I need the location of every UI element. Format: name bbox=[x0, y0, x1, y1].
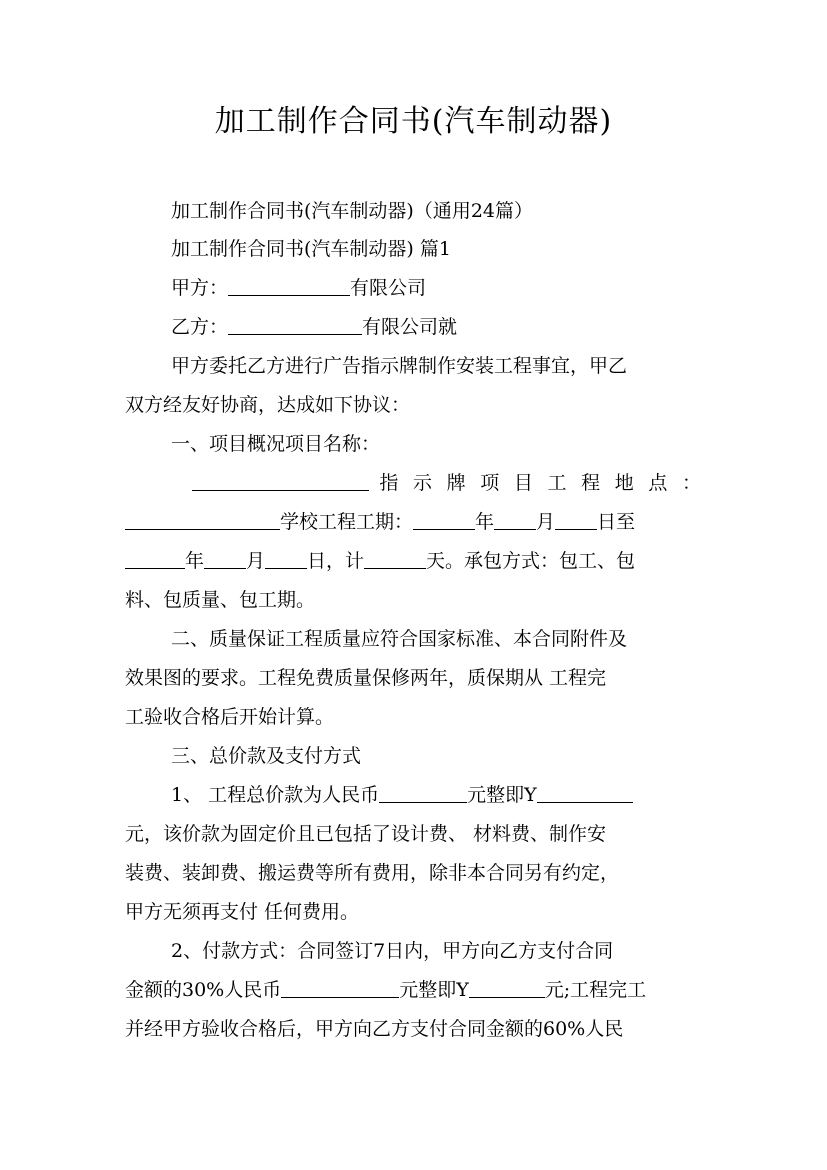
party-b-suffix: 有限公司就 bbox=[362, 316, 458, 338]
total-price-label: 1、 工程总价款为人民币 bbox=[171, 784, 380, 806]
contract-mode-text: 天。承包方式：包工、包 bbox=[426, 550, 636, 572]
day-label: 日至 bbox=[597, 511, 636, 533]
total-price-line bbox=[171, 776, 701, 814]
fill-blank bbox=[125, 509, 280, 530]
month-label: 月 bbox=[246, 550, 266, 572]
fill-blank bbox=[228, 275, 350, 296]
schedule-label: 学校工程工期： bbox=[280, 511, 414, 533]
party-b-line bbox=[171, 308, 701, 346]
party-b-label: 乙方： bbox=[171, 316, 229, 338]
paragraph-line: 一、项目概况项目名称： bbox=[171, 433, 381, 455]
schedule-line-2 bbox=[125, 542, 701, 580]
completion-text: 元;工程完工 bbox=[544, 979, 647, 1001]
party-a-suffix: 有限公司 bbox=[350, 277, 427, 299]
paragraph-line: 2、付款方式：合同签订7日内，甲方向乙方支付合同 bbox=[171, 940, 614, 962]
project-location-label: 指 示 牌 项 目 工 程 地 点 ： bbox=[379, 472, 701, 494]
fill-blank bbox=[494, 509, 536, 530]
fill-blank bbox=[204, 548, 246, 569]
fill-blank bbox=[281, 977, 399, 998]
paragraph-line: 并经甲方验收合格后，甲方向乙方支付合同金额的60%人民 bbox=[125, 1018, 624, 1040]
year-label: 年 bbox=[475, 511, 495, 533]
party-a-label: 甲方： bbox=[171, 277, 229, 299]
yuan-label: 元整即Y bbox=[399, 979, 469, 1001]
paragraph-line: 元，该价款为固定价且已包括了设计费、 材料费、制作安 bbox=[125, 823, 607, 845]
year-label: 年 bbox=[185, 550, 205, 572]
fill-blank bbox=[469, 977, 545, 998]
yuan-label: 元整即Y bbox=[467, 784, 537, 806]
section-heading: 三、总价款及支付方式 bbox=[171, 745, 362, 767]
fill-blank bbox=[364, 548, 426, 569]
paragraph-line: 加工制作合同书(汽车制动器) 篇1 bbox=[171, 238, 451, 260]
paragraph-line: 效果图的要求。工程免费质量保修两年，质保期从 工程完 bbox=[125, 667, 607, 689]
fill-blank bbox=[555, 509, 597, 530]
paragraph-line: 装费、装卸费、搬运费等所有费用，除非本合同另有约定， bbox=[125, 862, 620, 884]
payment-label: 金额的30%人民币 bbox=[125, 979, 282, 1001]
fill-blank bbox=[379, 782, 467, 803]
document-title: 加工制作合同书(汽车制动器) bbox=[214, 104, 613, 139]
day-label: 日，计 bbox=[307, 550, 365, 572]
month-label: 月 bbox=[536, 511, 556, 533]
fill-blank bbox=[192, 470, 369, 491]
fill-blank bbox=[228, 314, 362, 335]
payment-line bbox=[125, 971, 701, 1009]
fill-blank bbox=[537, 782, 633, 803]
paragraph-line: 加工制作合同书(汽车制动器)（通用24篇） bbox=[171, 200, 534, 222]
fill-blank bbox=[413, 509, 475, 530]
fill-blank bbox=[265, 548, 307, 569]
party-a-line bbox=[171, 269, 701, 307]
schedule-line bbox=[125, 503, 701, 541]
paragraph-line: 双方经友好协商，达成如下协议： bbox=[125, 394, 411, 416]
project-name-line bbox=[192, 464, 701, 502]
paragraph-line: 甲方无须再支付 任何费用。 bbox=[125, 901, 360, 923]
fill-blank bbox=[125, 548, 185, 569]
paragraph-line: 甲方委托乙方进行广告指示牌制作安装工程事宜，甲乙 bbox=[171, 355, 628, 377]
paragraph-line: 二、质量保证工程质量应符合国家标准、本合同附件及 bbox=[171, 628, 628, 650]
paragraph-line: 料、包质量、包工期。 bbox=[125, 589, 316, 611]
paragraph-line: 工验收合格后开始计算。 bbox=[125, 706, 335, 728]
